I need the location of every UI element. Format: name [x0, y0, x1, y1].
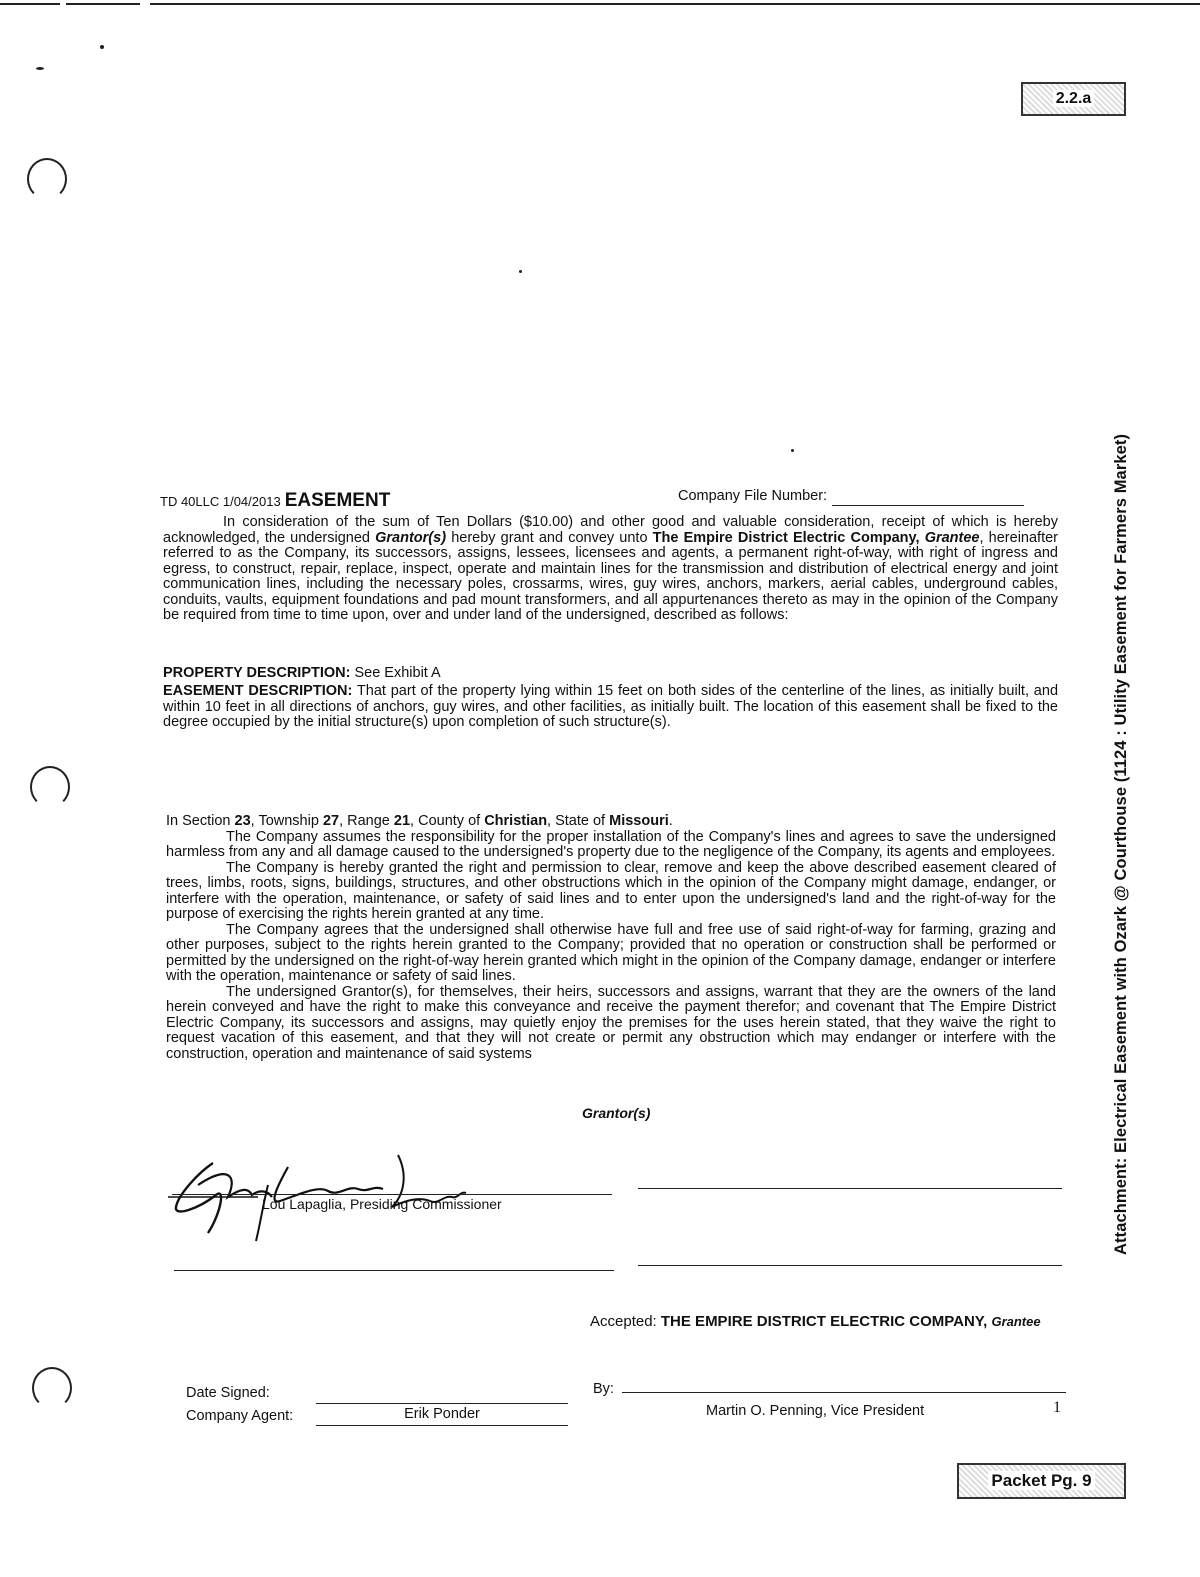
form-code: TD 40LLC 1/04/2013 — [160, 494, 281, 509]
agenda-item-stamp: 2.2.a — [1021, 82, 1126, 116]
document-header — [160, 490, 1060, 511]
hole-punch-mark — [30, 766, 70, 808]
by-label: By: — [593, 1381, 614, 1397]
grantors-caption: Grantor(s) — [582, 1105, 651, 1121]
warranty-clause: The undersigned Grantor(s), for themselves, their heirs, successors and assigns, warrant that they are the owners of the land herein conveyed and have the right to make this conveyance and receive the payment therefor; and covenant that The Empire District Electric Company, its successors and assigns, may quietly enjoy the premises for the uses herein stated, that they waive the right to request vacation of this easement, and that they will not create or permit any obstruction which may endanger or interfere with the construction, operation and maintenance of said systems — [166, 983, 1056, 1062]
date-signed-label: Date Signed: — [186, 1385, 270, 1401]
vp-signature-line — [622, 1391, 1066, 1393]
scan-speck — [791, 449, 794, 452]
property-description: PROPERTY DESCRIPTION: See Exhibit A — [163, 665, 441, 681]
scan-speck — [100, 45, 104, 49]
liability-clause: The Company assumes the responsibility for the proper installation of the Company's lines and agrees to save the undersigned harmless from any and all damage caused to the undersigned's property due to the negligence of the Company, its agents and employees. — [166, 828, 1056, 860]
scan-top-edge — [0, 3, 1200, 5]
location-line: In Section 23, Township 27, Range 21, County of Christian, State of Missouri. — [166, 813, 673, 829]
company-agent-label: Company Agent: — [186, 1408, 294, 1424]
grantor-signature-line-4 — [638, 1264, 1062, 1266]
file-number-label: Company File Number: — [678, 488, 828, 504]
vp-caption: Martin O. Penning, Vice President — [706, 1403, 925, 1419]
scan-speck — [36, 67, 44, 70]
grantor-signature-line-2 — [638, 1187, 1062, 1189]
grantor-signature-line — [172, 1193, 612, 1195]
company-agent-value: Erik Ponder — [404, 1406, 480, 1422]
signer-caption: Lou Lapaglia, Presiding Commissioner — [262, 1196, 502, 1212]
scan-speck — [519, 270, 522, 273]
attachment-side-label: Attachment: Electrical Easement with Ozark @ Courthouse (1124 : Utility Easement for Farmers Market) — [1112, 433, 1130, 1255]
document-title: EASEMENT — [284, 490, 391, 511]
easement-description: EASEMENT DESCRIPTION: That part of the property lying within 15 feet on both sides of the centerline of the lines, as initially built, and within 10 feet in all directions of anchors, guy wires, and other facilities, as initially built. The location of this easement shall be fixed to the degree occupied by the initial structure(s) upon completion of such structure(s). — [163, 683, 1059, 730]
clearing-clause: The Company is hereby granted the right and permission to clear, remove and keep the above described easement cleared of trees, limbs, roots, signs, buildings, structures, and other obstructions which in the opinion of the Company might damage, endanger, or interfere with the operation, maintenance, or safety of said lines and to enter upon the undersigned's land and the right-of-way for the purpose of exercising the rights herein granted at any time. — [166, 859, 1056, 922]
consideration-clause: In consideration of the sum of Ten Dollars ($10.00) and other good and valuable consideration, receipt of which is hereby acknowledged, the undersigned Grantor(s) hereby grant and convey unto The Empire District Electric Company, Grantee, hereinafter referred to as the Company, its successors, assigns, lessees, licensees and agents, a permanent right-of-way, with right of ingress and egress, to construct, repair, replace, inspect, operate and maintain lines for the transmission and distribution of electrical energy and joint communication lines, including the necessary poles, crossarms, wires, guy wires, anchors, markers, aerial cables, underground cables, conduits, vaults, equipment foundations and pad mount transformers, and all appurtenances thereto as may in the opinion of the Company be required from time to time upon, over and under land of the undersigned, described as follows: — [163, 514, 1058, 623]
file-number-field — [832, 504, 1024, 506]
use-clause: The Company agrees that the undersigned shall otherwise have full and free use of said right-of-way for farming, grazing and other purposes, subject to the rights herein granted to the Company; provided that no operation or construction shall be performed or permitted by the undersigned on the right-of-way herein granted which might in the opinion of the Company damage, endanger or interfere with the operation, maintenance or safety of said lines. — [166, 921, 1056, 984]
terms-body — [166, 814, 1056, 1062]
page-number: 1 — [1053, 1399, 1061, 1416]
handwritten-signature — [168, 1145, 488, 1245]
company-agent-field — [316, 1424, 568, 1426]
hole-punch-mark — [32, 1367, 72, 1409]
grantor-signature-line-3 — [174, 1269, 614, 1271]
hole-punch-mark — [27, 158, 67, 200]
accepted-line: Accepted: THE EMPIRE DISTRICT ELECTRIC COMPANY, Grantee — [590, 1313, 1041, 1330]
packet-page-stamp: Packet Pg. 9 — [957, 1463, 1126, 1499]
date-signed-field — [316, 1402, 568, 1404]
